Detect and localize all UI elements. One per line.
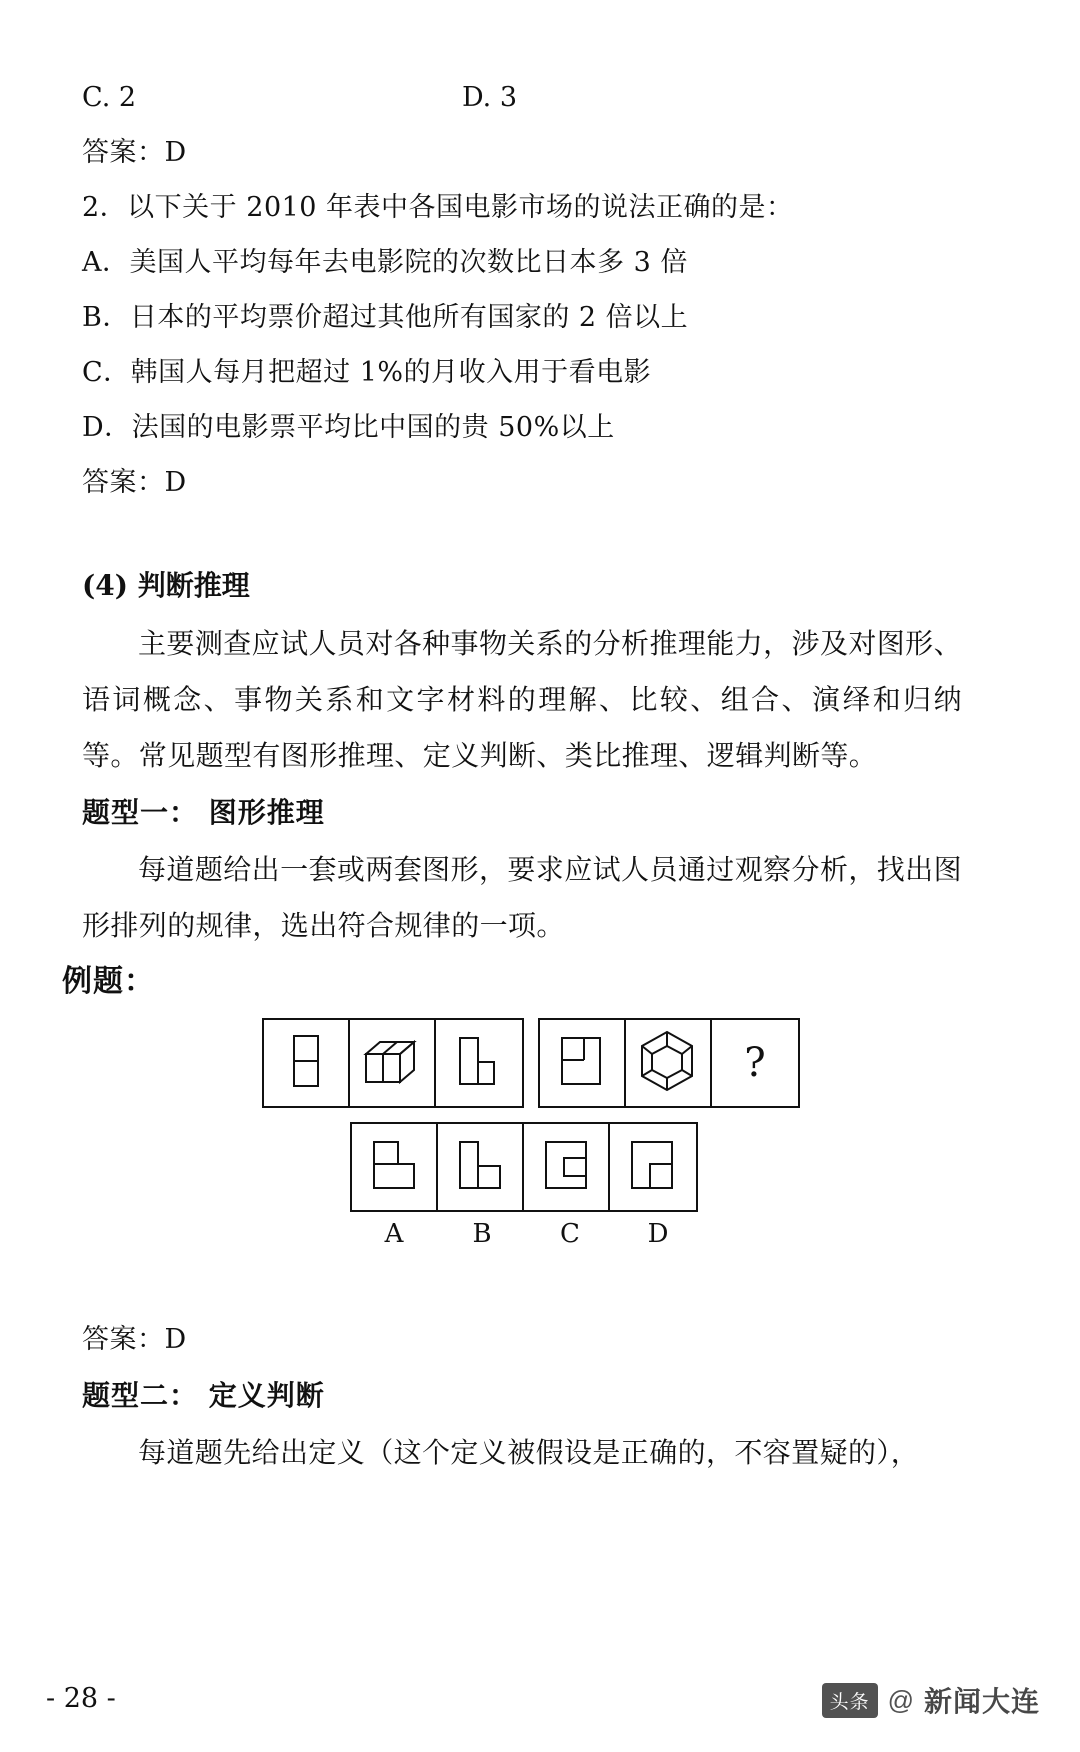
previous-question-options: [82, 70, 962, 125]
figure-choice-a[interactable]: [352, 1124, 438, 1210]
option-c-label: C. 2: [82, 82, 137, 113]
page-content: [62, 70, 962, 1481]
question-mark-glyph: ?: [744, 1040, 766, 1086]
figure-row-choices: [350, 1122, 962, 1212]
question-2-stem: 2．以下关于 2010 年表中各国电影市场的说法正确的是：: [82, 192, 794, 223]
figure-group-right: [538, 1018, 800, 1108]
figure-label-a: A: [384, 1219, 404, 1249]
figure-label-c: C: [560, 1219, 580, 1249]
type-one-heading: 题型一： 图形推理: [82, 796, 325, 829]
section-heading-judgement-reasoning: (4) 判断推理: [82, 569, 250, 602]
option-d-label: D. 3: [462, 82, 518, 113]
figure-label-d: D: [647, 1219, 669, 1249]
figure-cell-5: [626, 1020, 712, 1106]
figure-choice-d[interactable]: [610, 1124, 696, 1210]
figure-cell-question: [712, 1020, 798, 1106]
figure-reasoning-diagram: [82, 1018, 962, 1266]
type-two-paragraph-text: 每道题先给出定义（这个定义被假设是正确的，不容置疑的），: [138, 1436, 920, 1469]
type-one-paragraph: [82, 842, 962, 954]
figure-cell-2: [350, 1020, 436, 1106]
example-answer: 答案：D: [82, 1324, 187, 1355]
question-2-option-b: B．日本的平均票价超过其他所有国家的 2 倍以上: [82, 302, 689, 333]
section-paragraph-text: 主要测查应试人员对各种事物关系的分析推理能力，涉及对图形、语词概念、事物关系和文字材料的理解、比较、组合、演绎和归纳等。常见题型有图形推理、定义判断、类比推理、逻辑判断等。: [82, 627, 962, 772]
figure-group-left: [262, 1018, 524, 1108]
figure-choice-b[interactable]: [438, 1124, 524, 1210]
figure-cell-1: [264, 1020, 350, 1106]
question-2-answer: 答案：D: [82, 467, 187, 498]
watermark: [822, 1680, 1040, 1720]
question-2-option-d: D．法国的电影票平均比中国的贵 50%以上: [82, 412, 615, 443]
type-one-paragraph-text: 每道题给出一套或两套图形，要求应试人员通过观察分析，找出图形排列的规律，选出符合规律的一项。: [82, 853, 962, 942]
question-2-option-a: A．美国人平均每年去电影院的次数比日本多 3 倍: [82, 247, 688, 278]
watermark-account-name: 新闻大连: [923, 1685, 1040, 1718]
watermark-at-symbol: @: [887, 1684, 914, 1715]
answer-line-1: 答案：D: [82, 137, 187, 168]
figure-group-choices: [350, 1122, 698, 1212]
example-label: 例题：: [62, 964, 155, 999]
page-number: - 28 -: [46, 1683, 116, 1714]
question-2-option-c: C．韩国人每月把超过 1%的月收入用于看电影: [82, 357, 652, 388]
figure-choice-labels: [350, 1212, 962, 1256]
type-two-paragraph: [82, 1425, 962, 1481]
figure-cell-4: [540, 1020, 626, 1106]
type-two-heading: 题型二： 定义判断: [82, 1379, 325, 1412]
figure-label-b: B: [472, 1219, 492, 1249]
figure-row-top: [262, 1018, 962, 1108]
watermark-badge: 头条: [822, 1683, 878, 1718]
figure-choice-c[interactable]: [524, 1124, 610, 1210]
section-paragraph: [82, 616, 962, 784]
figure-cell-3: [436, 1020, 522, 1106]
